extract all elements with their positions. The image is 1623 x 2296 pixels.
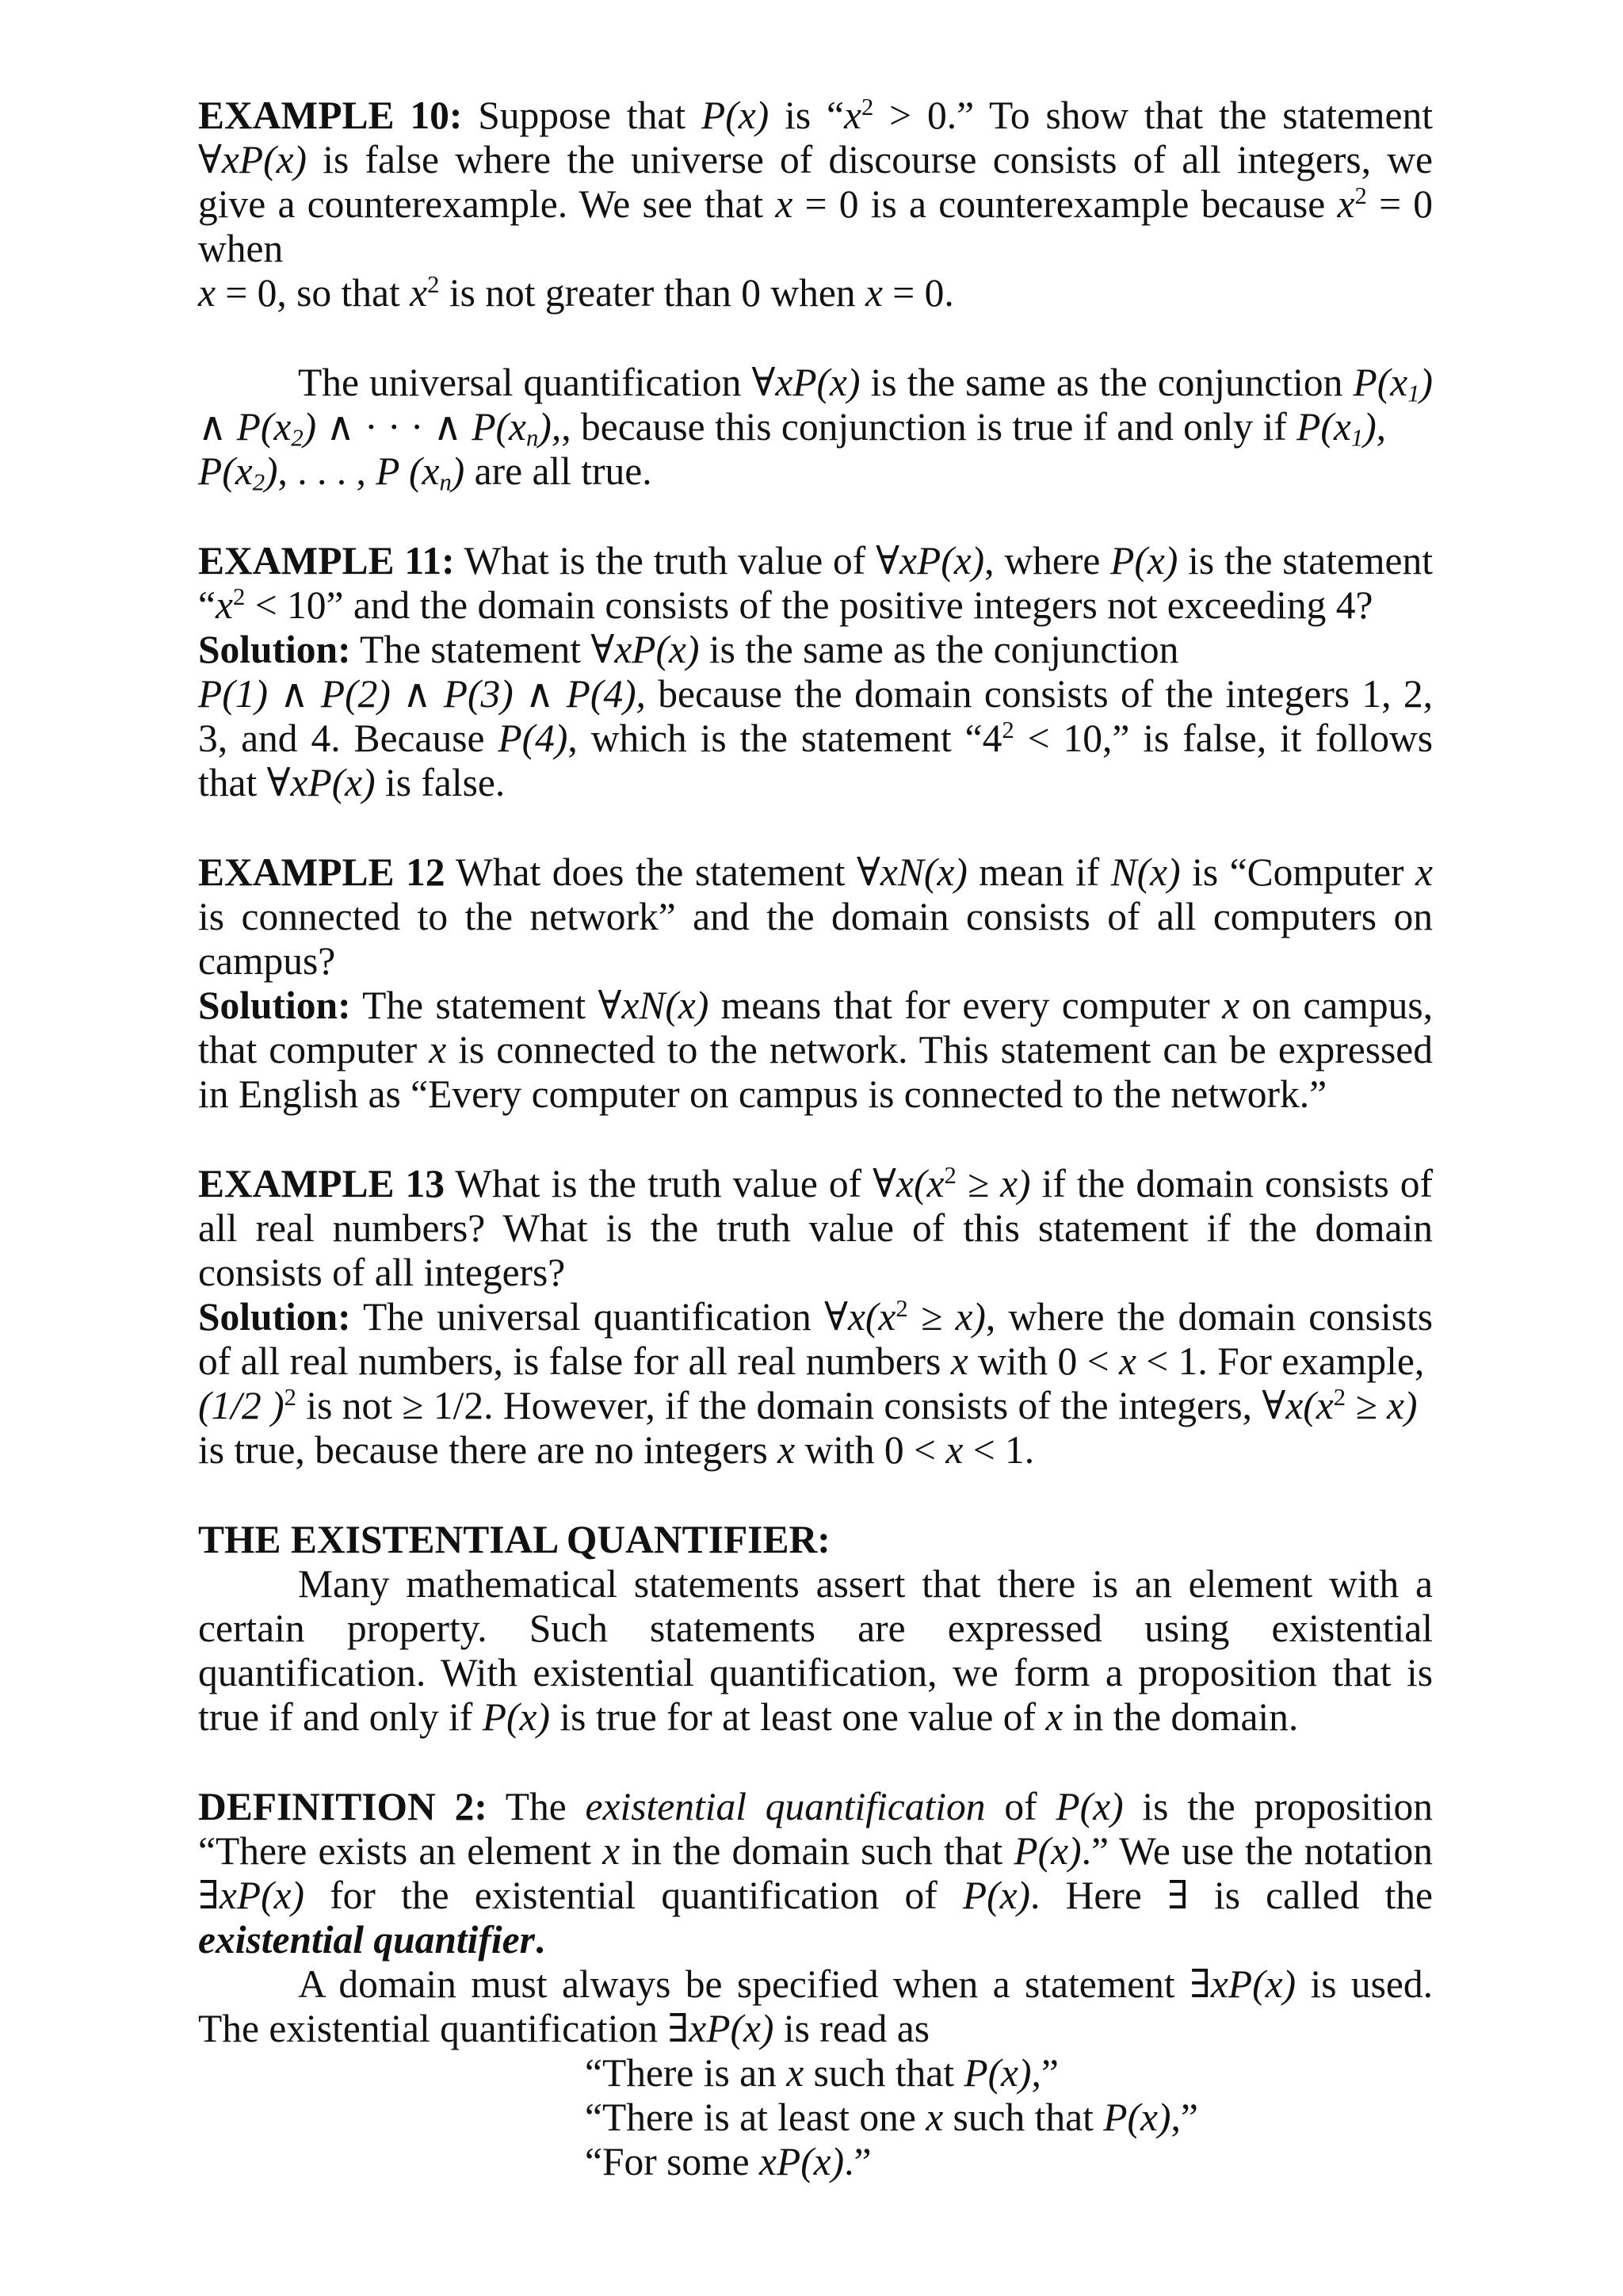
reading-3: “For some xP(x).” — [585, 2140, 872, 2183]
example-13-label: EXAMPLE 13 — [198, 1162, 445, 1205]
document-page — [198, 94, 1433, 2184]
definition-2-label: DEFINITION 2: — [198, 1785, 487, 1828]
readings-list — [585, 2051, 1433, 2184]
example-11-solution-label: Solution: — [198, 628, 351, 671]
example-13-paragraph: EXAMPLE 13 What is the truth value of $\forall x(x^2 \ge x)$ if the domain consists of all real numbers? What is the truth value of this statement if the domain consists of all integers? Solution: The universal quantification $\forall x(x^2 \ge x)$, where the domain consists of all real numbers, is false for all real numbers x with 0 < x < 1. For example, (1/2 )$^2$ is not ≥ 1/2. However, if the domain consists of the integers, $\forall x(x^2 \ge x)$ is true, because there are no integers x with 0 < x < 1. — [198, 1162, 1434, 1472]
example-11-label: EXAMPLE 11: — [198, 539, 455, 583]
domain-paragraph: A domain must always be specified when a statement ∃xP(x) is used. The existential quantification ∃xP(x) is read as — [198, 1962, 1434, 2050]
example-10-paragraph: EXAMPLE 10: Suppose that P(x) is “$x^2 > 0$.” To show that the statement ∀xP(x) is false where the universe of discourse consists of all integers, we give a counterexample. We see that x = 0 is a counterexample because $x^2 = 0$ when x = 0, so that $x^2$ is not greater than 0 when x = 0. — [198, 94, 1433, 315]
example-12-solution-label: Solution: — [198, 984, 351, 1027]
example-10-label: EXAMPLE 10: — [198, 94, 463, 137]
existential-quantifier-heading: THE EXISTENTIAL QUANTIFIER: — [198, 1518, 831, 1561]
example-13-solution-label: Solution: — [198, 1295, 351, 1339]
existential-quantifier-term: existential quantifier — [198, 1918, 535, 1962]
existential-intro-paragraph: Many mathematical statements assert that there is an element with a certain property. Such statements are expressed using existential quantification. With existential quantification, we form a proposition that is true if and only if P(x) is true for at least one value of x in the domain. — [198, 1562, 1433, 1739]
example-11-paragraph: EXAMPLE 11: What is the truth value of ∀xP(x), where P(x) is the statement “$x^2 < 10$” and the domain consists of the positive integers not exceeding 4? Solution: The statement ∀xP(x) is the same as the conjunction P(1) ∧ P(2) ∧ P(3) ∧ P(4), because the domain consists of the integers 1, 2, 3, and 4. Because P(4), which is the statement “$4^2 < 10$,” is false, it follows that ∀xP(x) is false. — [198, 539, 1434, 804]
definition-2-paragraph: DEFINITION 2: The existential quantification of P(x) is the proposition “There exists an element x in the domain such that P(x).” We use the notation ∃xP(x) for the existential quantification of P(x). Here ∃ is called the existential quantifier. — [198, 1785, 1433, 1962]
reading-1: “There is an x such that P(x),” — [585, 2051, 1059, 2095]
reading-2: “There is at least one x such that P(x),” — [585, 2095, 1198, 2139]
example-12-paragraph: EXAMPLE 12 What does the statement ∀xN(x) mean if N(x) is “Computer x is connected to the network” and the domain consists of all computers on campus? Solution: The statement ∀xN(x) means that for every computer x on campus, that computer x is connected to the network. This statement can be expressed in English as “Every computer on campus is connected to the network.” — [198, 850, 1433, 1116]
example-12-label: EXAMPLE 12 — [198, 850, 445, 894]
universal-conjunction-paragraph: The universal quantification ∀xP(x) is the same as the conjunction $P(x_1)$ ∧ $P(x_2)$ ∧ · · · ∧ $P(x_n)$,, because this conjunction is true if and only if $P(x_1)$, $P(x_2)$, . . . , P $(x_n)$ are all true. — [198, 361, 1433, 496]
